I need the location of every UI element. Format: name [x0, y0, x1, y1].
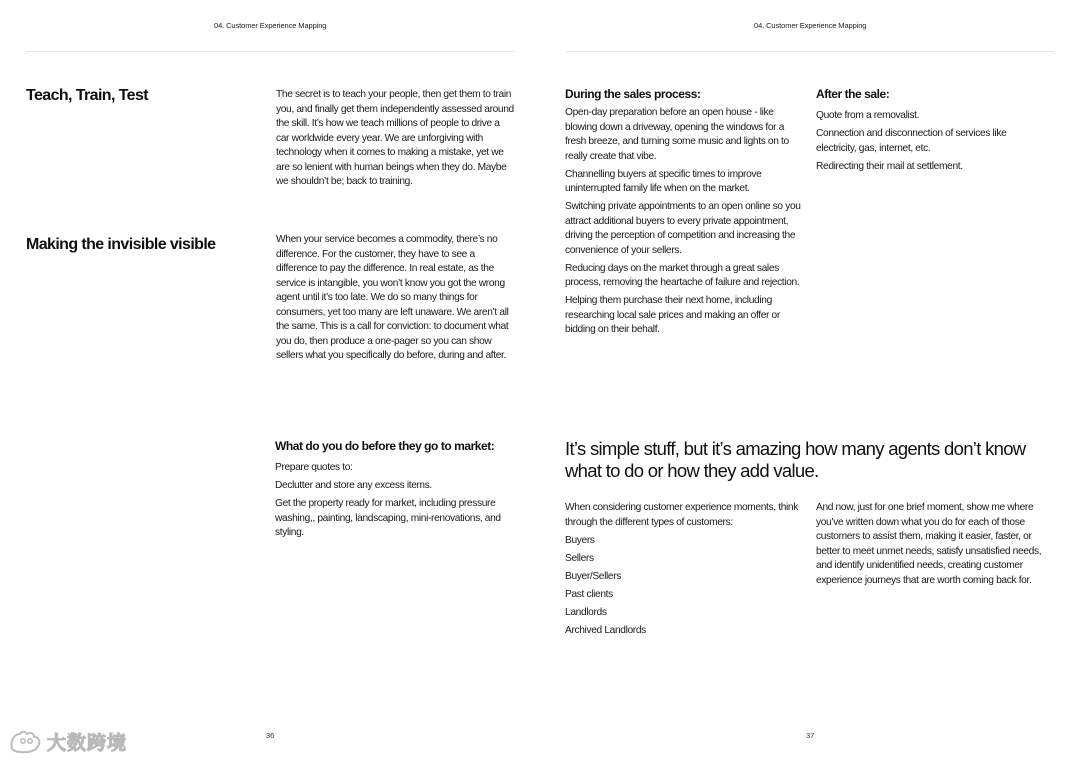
right-page: [540, 0, 1080, 764]
page-number: 36: [266, 731, 275, 740]
after-sale-title: After the sale:: [816, 87, 890, 101]
list-item: Prepare quotes to:: [275, 462, 353, 473]
list-item: Buyers: [565, 534, 595, 546]
customer-types-block: [565, 501, 803, 642]
list-item: Sellers: [565, 552, 594, 564]
page-number: 37: [806, 731, 815, 740]
header-divider: [566, 51, 1054, 52]
watermark-text: 大数跨境: [47, 732, 128, 754]
running-head: 04. Customer Experience Mapping: [214, 21, 327, 30]
before-market-title: What do you do before they go to market:: [275, 439, 495, 453]
closing-text: And now, just for one brief moment, show me where you’ve written down what you do for each of those customers to assist them, making it easier, faster, or better to meet unmet needs, satisfy unsatisfied needs, and identify unidentified needs, creating customer experience journeys that are worth coming back for.: [816, 502, 1042, 586]
pull-quote: It’s simple stuff, but it’s amazing how many agents don’t know what to do or how they add value.: [565, 438, 1026, 481]
list-item: Buyer/Sellers: [565, 570, 622, 582]
running-head: 04. Customer Experience Mapping: [754, 21, 867, 30]
list-item: Connection and disconnection of services like electricity, gas, internet, etc.: [816, 128, 1007, 154]
during-sales-list: [565, 106, 803, 341]
list-item: Reducing days on the market through a great sales process, removing the heartache of failure and rejection.: [565, 262, 800, 289]
during-sales-title: During the sales process:: [565, 87, 701, 101]
section-text-teach: The secret is to teach your people, then get them to train you, and finally get them independently assessed around the skill. It’s how we teach millions of people to drive a car worldwide every year. We are unforgiving with technology when it comes to making a mistake, yet we are so lenient with human beings when they do. Maybe we shouldn’t be; back to training.: [276, 89, 514, 187]
list-item: Open-day preparation before an open house - like blowing down a driveway, opening the windows for a fresh breeze, and turning some music and lights on to really create that vibe.: [565, 107, 789, 162]
list-item: Switching private appointments to an open online so you attract additional buyers to every private appointment, driving the perception of competition and increasing the convenience of your sellers.: [565, 201, 801, 256]
list-item: Channelling buyers at specific times to improve uninterrupted family life when on the market.: [565, 168, 762, 195]
watermark: [8, 728, 127, 755]
section-heading-teach: Teach, Train, Test: [26, 87, 148, 104]
list-item: Get the property ready for market, including pressure washing,, painting, landscaping, mini-renovations, and styling.: [275, 498, 501, 539]
list-item: Redirecting their mail at settlement.: [816, 160, 963, 172]
after-sale-list: [816, 109, 1042, 178]
list-item: Archived Landlords: [565, 625, 646, 637]
list-item: Quote from a removalist.: [816, 110, 920, 121]
list-item: Landlords: [565, 606, 607, 618]
list-item: Declutter and store any excess items.: [275, 480, 432, 492]
list-item: Helping them purchase their next home, including researching local sale prices and making an offer or bidding on their behalf.: [565, 295, 780, 336]
list-item: Past clients: [565, 588, 613, 600]
header-divider: [26, 51, 515, 52]
section-heading-invisible: Making the invisible visible: [26, 236, 216, 253]
cat-logo-icon: [8, 729, 44, 755]
customer-types-intro: When considering customer experience moments, think through the different types of customers:: [565, 502, 798, 528]
before-market-list: [275, 461, 503, 544]
section-text-invisible: When your service becomes a commodity, there’s no difference. For the customer, they have to see a difference to pay the difference. In real estate, as the service is intangible, you won’t know you got the wrong agent until it’s too late. We do so many things for consumers, yet too many are left unaware. We aren’t all the same. This is a call for conviction: to document what you do, then produce a one-pager so you can show sellers what you specifically do before, during and after.: [276, 234, 509, 361]
